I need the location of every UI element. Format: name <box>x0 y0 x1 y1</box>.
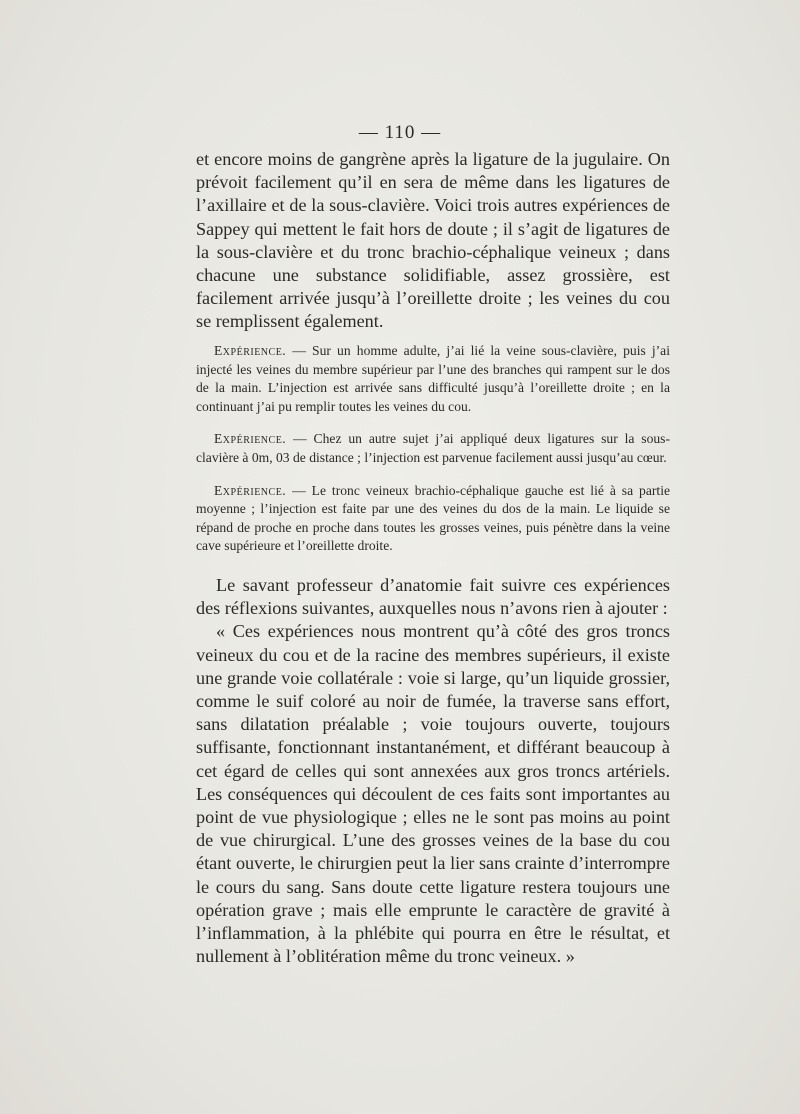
quote-paragraph: « Ces expériences nous montrent qu’à côté des gros troncs veineux du cou et de la racine des membres supérieurs, il existe une grande voie collatérale : voie si large, qu’un liquide grossier, comme le suif coloré au noir de fumée, la traverse sans effort, sans dilatation préalable ; voie toujours ouverte, toujours suffisante, fonctionnant instantanément, et différant beaucoup à cet égard de celles qui sont annexées aux gros troncs artériels. Les conséquences qui découlent de ces faits sont importantes au point de vue physiologique ; elles ne le sont pas moins au point de vue chirurgical. L’une des grosses veines de la base du cou étant ouverte, le chirurgien peut la lier sans crainte d’interrompre le cours du sang. Sans doute cette ligature restera toujours une opération grave ; mais elle emprunte le caractère de gravité à l’inflammation, à la phlébite qui pourra en être le résultat, et nullement à l’oblitération même du tronc veineux. » <box>196 621 670 967</box>
experiment-note <box>196 342 670 416</box>
conclusion-block <box>196 574 670 968</box>
experiment-text: — Sur un homme adulte, j’ai lié la veine sous-clavière, puis j’ai injecté les veines du membre supérieur par l’une des branches qui rampent sur le dos de la main. L’injection est arrivée sans difficulté jusqu’à l’oreillette droite ; en la continuant j’ai pu remplir toutes les veines du cou. <box>196 343 670 414</box>
page-number: — 110 — <box>358 122 442 143</box>
intro-block <box>196 148 670 334</box>
experiment-note <box>196 430 670 467</box>
experiment-label: Expérience. <box>214 482 287 498</box>
experiment-label: Expérience. <box>214 431 287 447</box>
experiment-label: Expérience. <box>214 343 287 358</box>
intro-paragraph: et encore moins de gangrène après la ligature de la jugulaire. On prévoit facilement qu’il en sera de même dans les ligatures de l’axillaire et de la sous-clavière. Voici trois autres expériences de Sappey qui mettent le fait hors de doute ; il s’agit de ligatures de la sous-clavière et du tronc brachio-céphalique veineux ; dans chacune une substance solidifiable, assez grossière, est facilement arrivée jusqu’à l’oreillette droite ; les veines du cou se remplissent également. <box>196 149 670 332</box>
experiment-text: — Chez un autre sujet j’ai appliqué deux ligatures sur la sous-clavière à 0m, 03 de distance ; l’injection est parvenue facilement aussi jusqu’au cœur. <box>196 431 670 465</box>
experiment-text: — Le tronc veineux brachio-céphalique gauche est lié à sa partie moyenne ; l’injection est faite par une des veines du dos de la main. Le liquide se répand de proche en proche dans toutes les grosses veines, puis pénètre dans la veine cave supérieure et l’oreillette droite. <box>196 482 670 554</box>
experiment-note <box>196 482 670 556</box>
experiments-block <box>196 342 670 570</box>
transition-paragraph: Le savant professeur d’anatomie fait suivre ces expériences des réflexions suivantes, auxquelles nous n’avons rien à ajouter : <box>196 575 670 619</box>
